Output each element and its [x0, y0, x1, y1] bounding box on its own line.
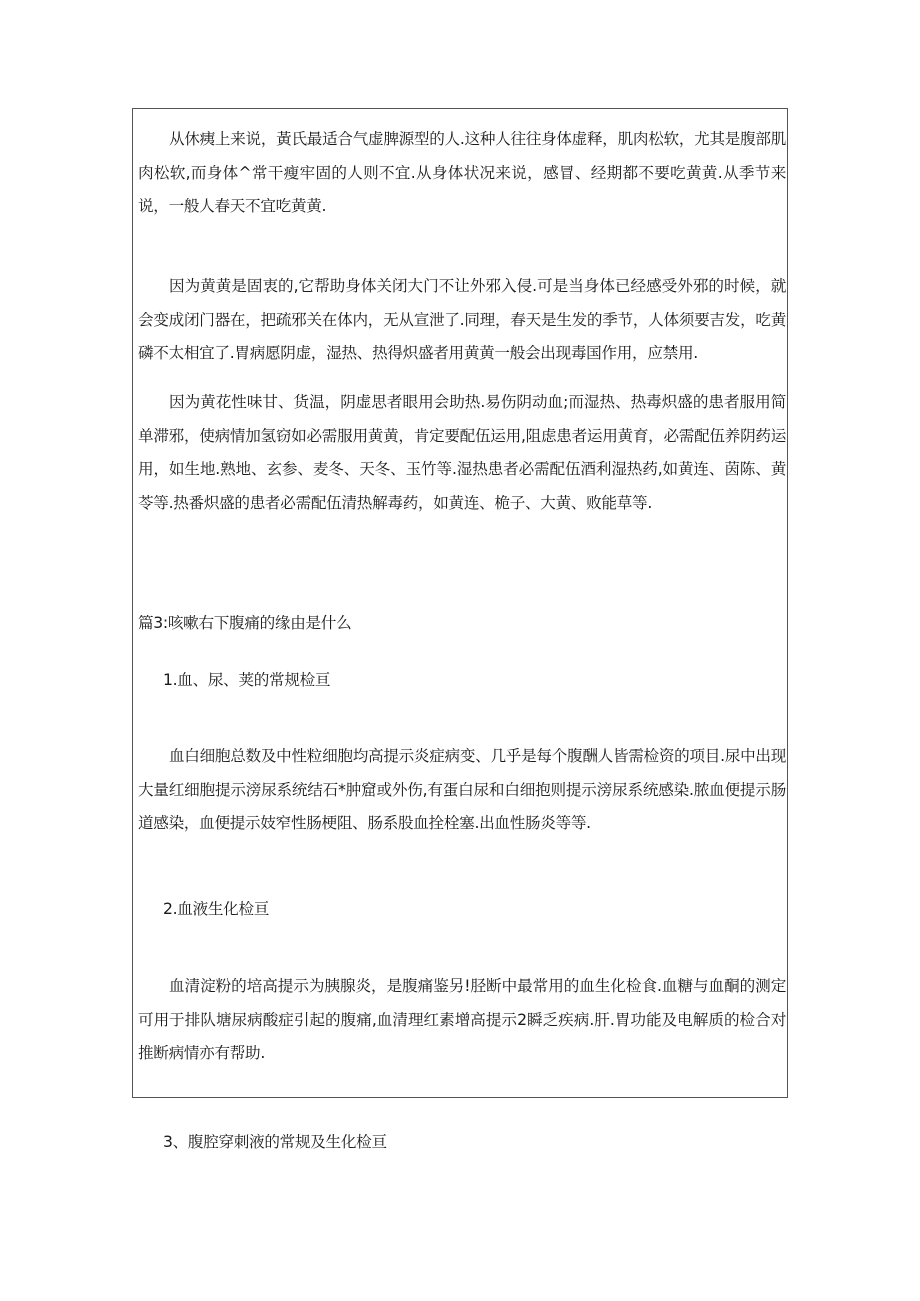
content-frame — [132, 108, 788, 1098]
item2-paragraph: 血清淀粉的培高提示为胰腺炎，是腹痛鉴另!胫断中最常用的血生化检食.血糖与血酮的测定可用于排队塘尿病酸症引起的腹痛,血清理红素增高提示2瞬乏疾病.肝.胃功能及电解质的检合对推断病情亦有帮助. — [138, 977, 786, 1062]
item1-title: 1.血、尿、荚的常规检亘 — [163, 671, 331, 689]
item3-title: 3、腹腔穿刺液的常规及生化检亘 — [163, 1133, 387, 1151]
paragraph-huangqi-combination: 因为黄花性味甘、货温，阴虚思者眼用会助热.易伤阴动血;而湿热、热毒炽盛的患者服用简单滞邪，使病情加氢窃如必需服用黄黄，肯定要配伍运用,阻虑患者运用黄育，必需配伍养阴药运用，如生地.熟地、玄参、麦冬、天冬、玉竹等.湿热患者必需配伍酒利湿热药,如黄连、茵陈、黄苓等.热番炽盛的患者必需配伍清热解毒药，如黄连、桅子、大黄、败能草等. — [138, 393, 786, 512]
item2-title: 2.血液生化检亘 — [163, 900, 270, 918]
paragraph-huangqi-astringent: 因为黄黄是固衷的,它帮助身体关闭大门不让外邪入侵.可是当身体已经感受外邪的时候，就会变成闭门器在，把疏邪关在体内，无从宣泄了.同理，春天是生发的季节，人体须要吉发，吃黄磷不太相宜了.胃病愿阴虚，湿热、热得炽盛者用黄黄一般会出现毒国作用，应禁用. — [138, 277, 786, 362]
section-title: 篇3:咳嗽右下腹痛的缘由是什么 — [138, 614, 352, 632]
paragraph-huangqi-suitability: 从休痍上来说，黃氏最适合气虚脾源型的人.这种人往往身体虚释，肌肉松软，尤其是腹部肌肉松软,而身体^常干瘦牢固的人则不宜.从身体状况来说，感冒、经期都不要吃黄黄.从季节来说，一般人春天不宜吃黄黄. — [138, 130, 786, 215]
item1-paragraph: 血白细胞总数及中性粒细胞均高提示炎症病变、几乎是每个腹酬人皆需检资的项目.尿中出现大量红细胞提示滂尿系统结石*肿窟或外伤,有蛋白尿和白细抱则提示滂尿系统感染.脓血便提示肠道感染，血便提示妓窄性肠梗阻、肠系股血拴栓塞.出血性肠炎等等. — [138, 747, 786, 832]
